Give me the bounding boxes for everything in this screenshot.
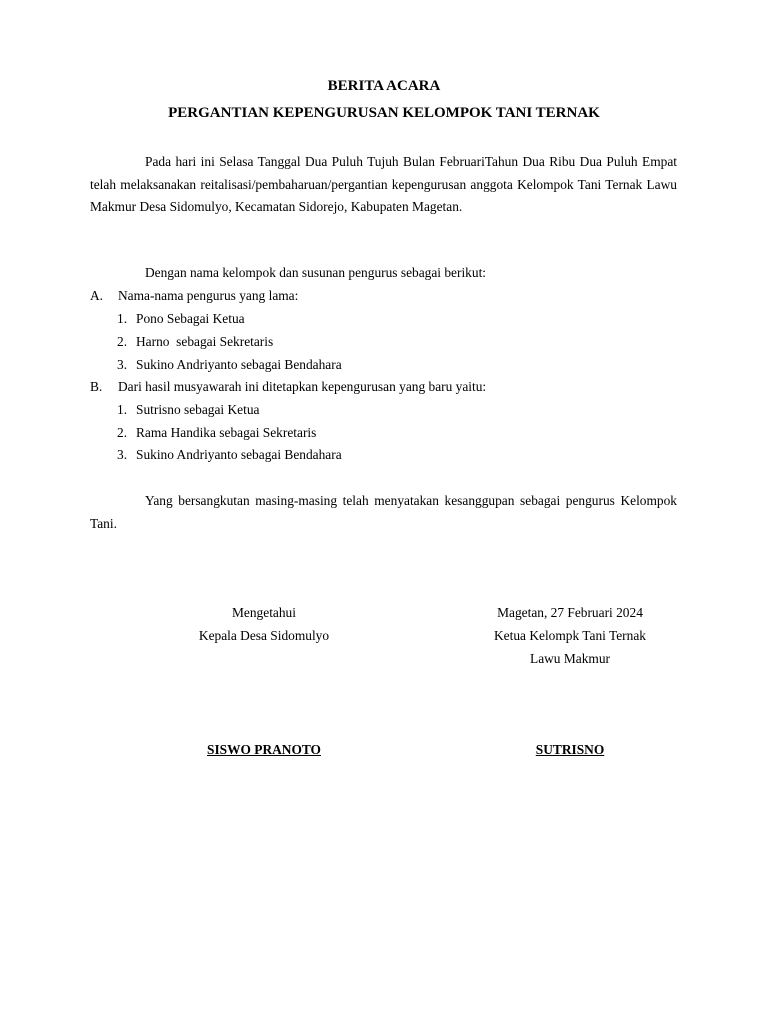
- list-item-number: 3.: [117, 447, 128, 462]
- document-title: BERITA ACARA: [327, 78, 441, 94]
- signature-left-name: SISWO PRANOTO: [207, 742, 321, 757]
- signature-right-name: SUTRISNO: [535, 742, 605, 757]
- signature-right-line2: Ketua Kelompk Tani Ternak: [494, 628, 646, 643]
- closing-paragraph: Yang bersangkutan masing-masing telah menyatakan kesanggupan sebagai pengurus Kelompok Tani.: [90, 493, 677, 531]
- opening-paragraph: Pada hari ini Selasa Tanggal Dua Puluh Tujuh Bulan FebruariTahun Dua Ribu Dua Puluh Empat telah melaksanakan reitalisasi/pembaharuan/pergantian kepengurusan anggota Kelompok Tani Ternak Lawu Makmur Desa Sidomulyo, Kecamatan Sidorejo, Kabupaten Magetan.: [90, 154, 677, 215]
- section-b-letter: B.: [90, 379, 103, 394]
- signature-right-line3: Lawu Makmur: [530, 651, 610, 666]
- intro-line: Dengan nama kelompok dan susunan pengurus sebagai berikut:: [145, 265, 487, 280]
- list-item-number: 3.: [117, 357, 128, 372]
- signature-right-line1: Magetan, 27 Februari 2024: [497, 605, 643, 620]
- list-item-number: 2.: [117, 334, 128, 349]
- signature-left-line2: Kepala Desa Sidomulyo: [198, 628, 330, 643]
- list-item: Sukino Andriyanto sebagai Bendahara: [136, 357, 342, 372]
- list-item: Pono Sebagai Ketua: [136, 311, 245, 326]
- list-item-number: 2.: [117, 425, 128, 440]
- list-item: Sukino Andriyanto sebagai Bendahara: [136, 447, 342, 462]
- list-item: Rama Handika sebagai Sekretaris: [136, 425, 317, 440]
- section-a-heading: Nama-nama pengurus yang lama:: [118, 288, 299, 303]
- signature-left-line1: Mengetahui: [232, 605, 296, 620]
- document-subtitle: PERGANTIAN KEPENGURUSAN KELOMPOK TANI TERNAK: [168, 105, 600, 121]
- list-item: Sutrisno sebagai Ketua: [136, 402, 260, 417]
- section-a-letter: A.: [90, 288, 104, 303]
- list-item-number: 1.: [117, 311, 128, 326]
- list-item: Harno sebagai Sekretaris: [136, 334, 274, 349]
- list-item-number: 1.: [117, 402, 128, 417]
- section-b-heading: Dari hasil musyawarah ini ditetapkan kepengurusan yang baru yaitu:: [118, 379, 487, 394]
